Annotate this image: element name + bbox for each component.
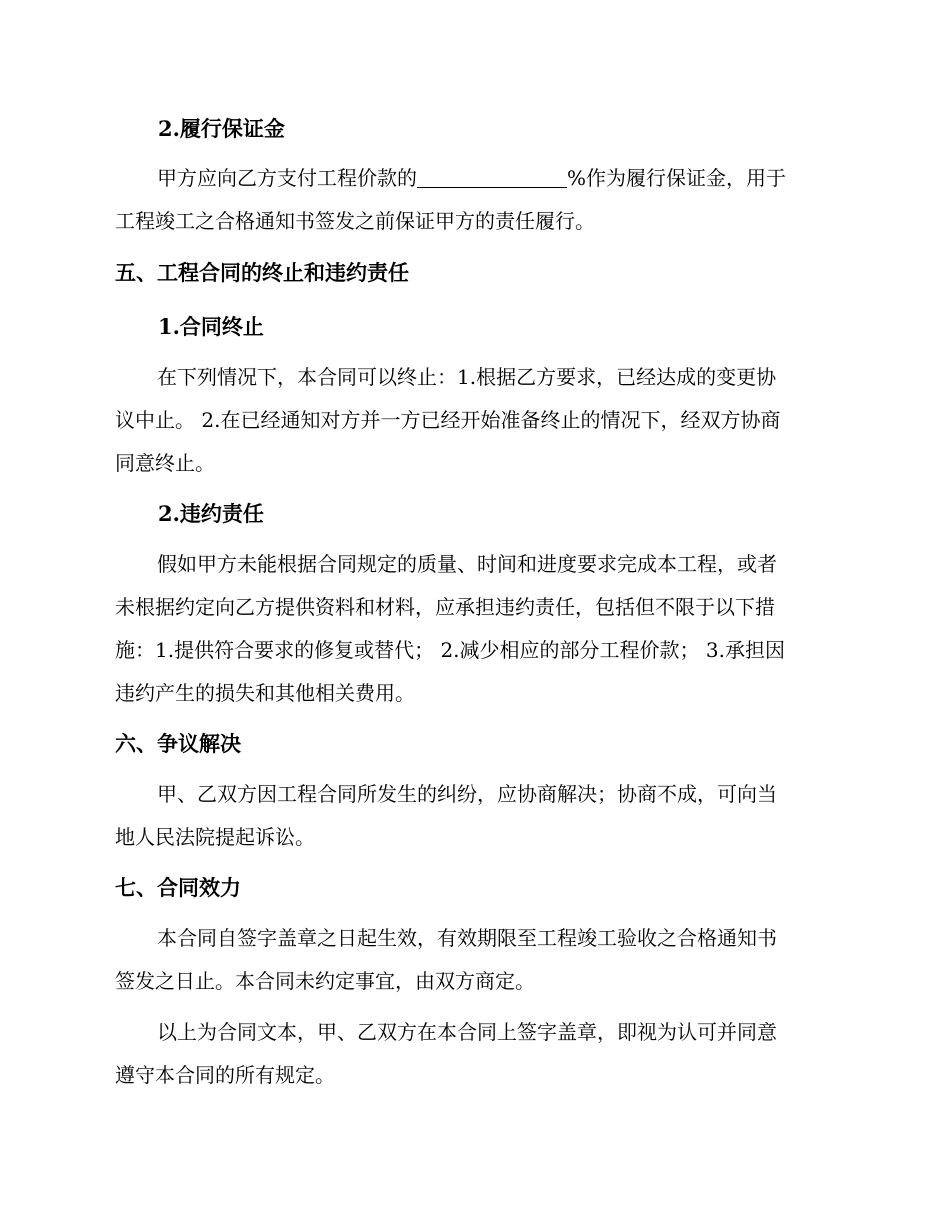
deposit-percentage-blank [417, 167, 567, 188]
paragraph-performance-deposit [115, 157, 830, 243]
heading-section-6: 六、争议解决 [115, 731, 241, 756]
paragraph-line: 工程竣工之合格通知书签发之前保证甲方的责任履行。 [115, 209, 595, 233]
paragraph-dispute: 甲、乙双方因工程合同所发生的纠纷，应协商解决；协商不成，可向当 地人民法院提起诉讼。 [115, 782, 777, 849]
heading-section-5: 五、工程合同的终止和违约责任 [115, 260, 409, 285]
heading-performance-deposit: 2.履行保证金 [158, 116, 285, 141]
heading-breach-liability: 2.违约责任 [158, 501, 264, 526]
paragraph-closing: 以上为合同文本，甲、乙双方在本合同上签字盖章，即视为认可并同意 遵守本合同的所有规定。 [115, 1020, 777, 1087]
heading-section-7: 七、合同效力 [115, 875, 241, 900]
paragraph-termination: 在下列情况下，本合同可以终止：1.根据乙方要求，已经达成的变更协 议中止。 2.在已经通知对方并一方已经开始准备终止的情况下，经双方协商 同意终止。 [115, 365, 781, 475]
paragraph-breach: 假如甲方未能根据合同规定的质量、时间和进度要求完成本工程，或者 未根据约定向乙方提供资料和材料，应承担违约责任，包括但不限于以下措 施：1.提供符合要求的修复或替代； 2.减少相应的部分工程价款； 3.承担因 违约产生的损失和其他相关费用。 [115, 552, 785, 705]
heading-contract-termination: 1.合同终止 [158, 314, 264, 339]
paragraph-effect: 本合同自签字盖章之日起生效，有效期限至工程竣工验收之合格通知书 签发之日止。本合同未约定事宜，由双方商定。 [115, 926, 777, 993]
paragraph-line: 甲方应向乙方支付工程价款的 %作为履行保证金，用于 [157, 166, 787, 190]
